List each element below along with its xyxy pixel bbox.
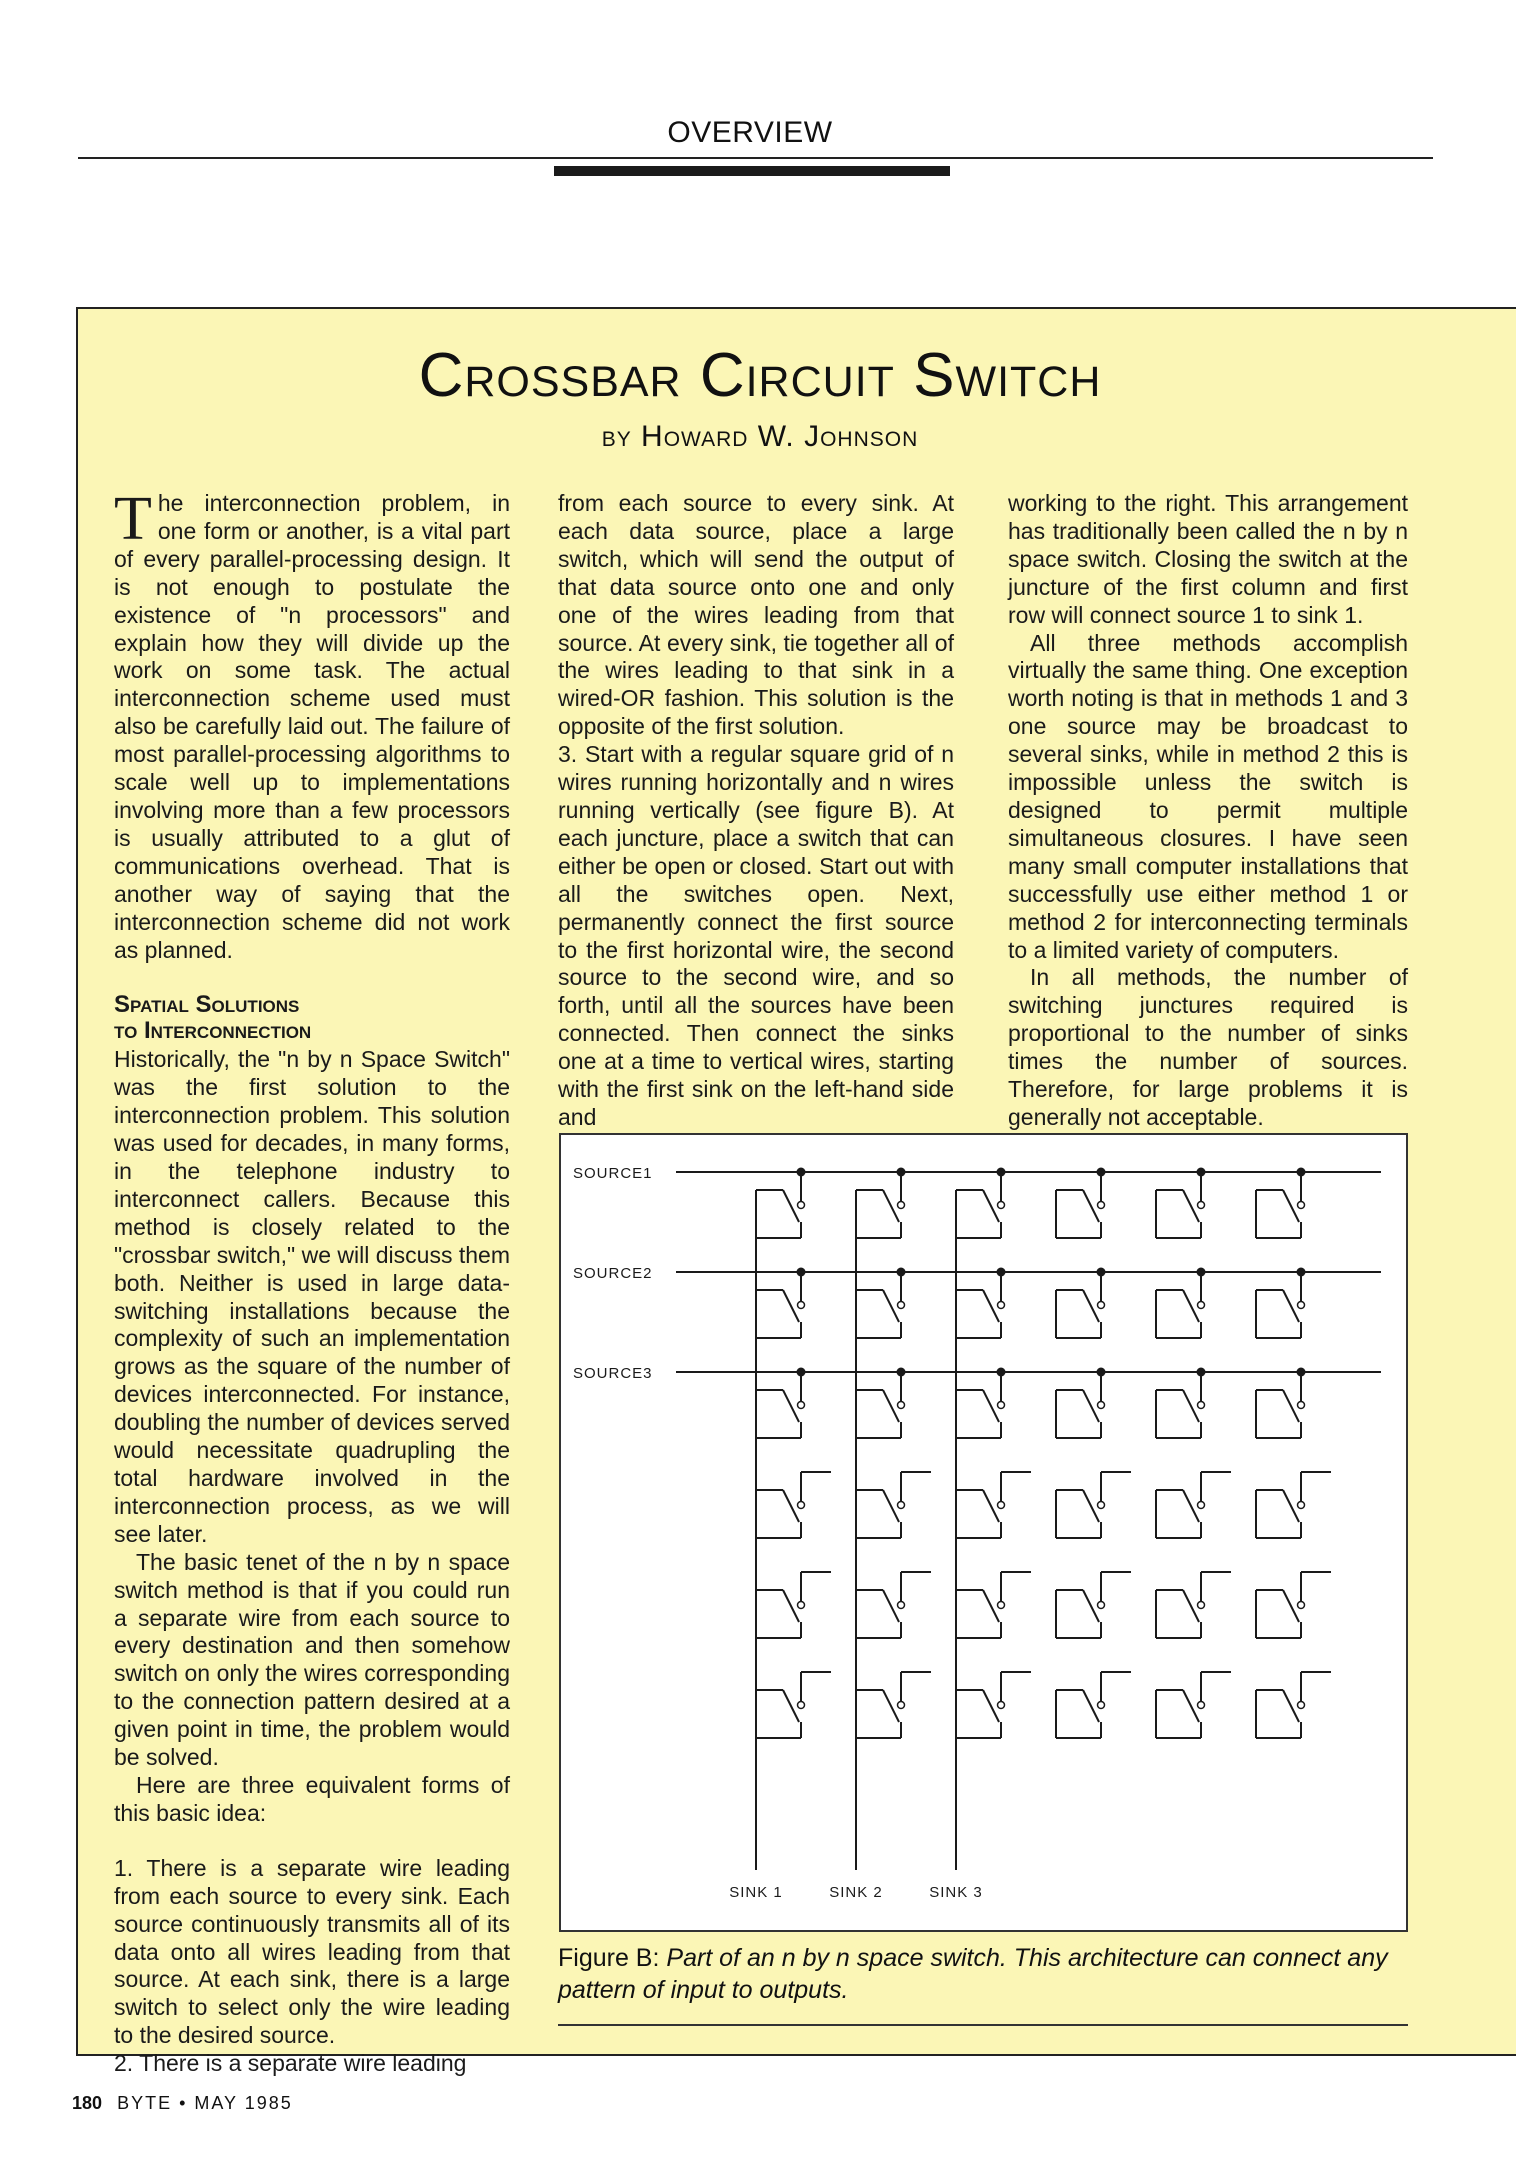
switch-contact xyxy=(1198,1302,1205,1309)
switch-blade xyxy=(1083,1490,1099,1522)
switch-contact xyxy=(798,1702,805,1709)
switch-blade xyxy=(1183,1590,1199,1622)
paragraph: All three methods accomplish virtually the same thing. One exception worth noting is that in methods 1 and 3 one source may be broadcast to several sinks, while in method 2 this is impossible unless the switch is designed to permit multiple simultaneous closures. I have seen many small computer installations that successfully use either method 1 or method 2 for interconnecting terminals to a limited variety of computers. xyxy=(1008,629,1408,963)
paragraph: Historically, the "n by n Space Switch" was the first solution to the interconnection problem. This solution was used for decades, in many forms, in the telephone industry to interconnect callers. Because this method is closely related to the "crossbar switch," we will discuss them both. Neither is used in large data-switching installations because the complexity of such an implementation grows as the square of the number of devices interconnected. For instance, doubling the number of devices served would necessitate quadrupling the total hardware involved in the interconnection process, as we will see later. xyxy=(114,1046,510,1547)
switch-contact xyxy=(898,1502,905,1509)
switch-blade xyxy=(983,1190,999,1222)
switch-blade xyxy=(983,1390,999,1422)
sink-label: SINK 2 xyxy=(829,1884,883,1901)
switch-blade xyxy=(1083,1290,1099,1322)
switch-blade xyxy=(883,1490,899,1522)
switch-contact xyxy=(1098,1202,1105,1209)
switch-contact xyxy=(1098,1702,1105,1709)
switch-blade xyxy=(883,1690,899,1722)
paragraph: Here are three equivalent forms of this basic idea: xyxy=(114,1771,510,1826)
switch-contact xyxy=(1098,1502,1105,1509)
switch-contact xyxy=(1298,1302,1305,1309)
header-bar xyxy=(554,166,950,176)
article-title: Crossbar Circuit Switch xyxy=(418,341,1102,410)
switch-blade xyxy=(1283,1290,1299,1322)
byline: by Howard W. Johnson xyxy=(601,420,919,453)
switch-blade xyxy=(1183,1690,1199,1722)
switch-contact xyxy=(1198,1202,1205,1209)
page-number: 180 xyxy=(72,2093,103,2113)
switch-blade xyxy=(1083,1190,1099,1222)
switch-contact xyxy=(1198,1402,1205,1409)
switch-blade xyxy=(1083,1390,1099,1422)
switch-contact xyxy=(1298,1702,1305,1709)
switch-contact xyxy=(898,1402,905,1409)
switch-contact xyxy=(1198,1602,1205,1609)
switch-blade xyxy=(883,1590,899,1622)
switch-blade xyxy=(783,1290,799,1322)
switch-blade xyxy=(783,1390,799,1422)
paragraph: In all methods, the number of switching junctures required is proportional to the number of sinks times the number of sources. Therefore, for large problems it is generally not acceptable. xyxy=(1008,964,1408,1130)
column-2 xyxy=(558,490,954,1132)
caption-rule xyxy=(558,2024,1408,2026)
switch-contact xyxy=(998,1402,1005,1409)
column-3 xyxy=(1008,490,1408,1132)
section-title: OVERVIEW xyxy=(667,116,833,149)
switch-contact xyxy=(998,1702,1005,1709)
switch-contact xyxy=(998,1602,1005,1609)
source-label: SOURCE2 xyxy=(573,1265,653,1282)
subhead: Spatial Solutions to Interconnection xyxy=(114,991,312,1045)
switch-blade xyxy=(783,1690,799,1722)
switch-blade xyxy=(1283,1590,1299,1622)
switch-contact xyxy=(898,1702,905,1709)
switch-contact xyxy=(798,1402,805,1409)
switch-contact xyxy=(1098,1302,1105,1309)
figure-b xyxy=(559,1133,1408,1932)
switch-contact xyxy=(1198,1502,1205,1509)
switch-contact xyxy=(1098,1402,1105,1409)
switch-blade xyxy=(1183,1490,1199,1522)
crossbar-diagram xyxy=(561,1135,1406,1930)
source-label: SOURCE1 xyxy=(573,1165,653,1182)
switch-contact xyxy=(1298,1602,1305,1609)
switch-blade xyxy=(883,1190,899,1222)
switch-blade xyxy=(1183,1390,1199,1422)
switch-contact xyxy=(998,1502,1005,1509)
switch-blade xyxy=(783,1590,799,1622)
list-item: 3. Start with a regular square grid of n wires running horizontally and n wires running vertically (see figure B). At each juncture, place a switch that can either be open or closed. Start out with all the switches open. Next, permanently connect the first source to the first horizontal wire, the second source to the second wire, and so forth, until all the sources have been connected. Then connect the sinks one at a time to vertical wires, starting with the first sink on the left-hand side and xyxy=(558,741,954,1130)
drop-cap: T xyxy=(114,485,152,553)
switch-blade xyxy=(1283,1390,1299,1422)
intro-paragraph: The interconnection problem, in one form or another, is a vital part of every parallel-processing design. It is not enough to postulate the existence of "n processors" and explain how they will divide up the work on some task. The actual interconnection scheme used must also be carefully laid out. The failure of most parallel-processing algorithms to scale well up to implementations involving more than a few processors is usually attributed to a glut of communications overhead. That is another way of saying that the interconnection scheme did not work as planned. xyxy=(114,485,510,963)
switch-contact xyxy=(798,1302,805,1309)
paragraph: working to the right. This arrangement has traditionally been called the n by n space switch. Closing the switch at the juncture of the first column and first row will connect source 1 to sink 1. xyxy=(1008,490,1408,628)
switch-blade xyxy=(783,1190,799,1222)
publication-line: BYTE • MAY 1985 xyxy=(117,2093,293,2113)
switch-blade xyxy=(1283,1690,1299,1722)
switch-contact xyxy=(1298,1202,1305,1209)
switch-blade xyxy=(783,1490,799,1522)
paragraph: from each source to every sink. At each data source, place a large switch, which will send the output of that data source onto one and only one of the wires leading from that source. At every sink, tie together all of the wires leading to that sink in a wired-OR fashion. This solution is the opposite of the first solution. xyxy=(558,490,954,740)
column-1 xyxy=(114,485,510,2078)
list-item: 2. There is a separate wire leading xyxy=(114,2050,467,2077)
switch-blade xyxy=(983,1590,999,1622)
switch-contact xyxy=(798,1502,805,1509)
switch-blade xyxy=(1083,1690,1099,1722)
switch-contact xyxy=(1198,1702,1205,1709)
sink-label: SINK 3 xyxy=(929,1884,983,1901)
switch-contact xyxy=(898,1302,905,1309)
switch-contact xyxy=(1298,1402,1305,1409)
switch-contact xyxy=(798,1202,805,1209)
switch-contact xyxy=(1298,1502,1305,1509)
switch-blade xyxy=(983,1290,999,1322)
switch-blade xyxy=(883,1290,899,1322)
header-rule xyxy=(78,157,1433,159)
switch-blade xyxy=(1283,1490,1299,1522)
caption-text: Part of an n by n space switch. This architecture can connect any pattern of input to outputs. xyxy=(558,1944,1388,2004)
sink-label: SINK 1 xyxy=(729,1884,783,1901)
switch-blade xyxy=(1183,1190,1199,1222)
figure-caption xyxy=(558,1942,1408,2006)
switch-blade xyxy=(883,1390,899,1422)
switch-contact xyxy=(1098,1602,1105,1609)
list-item: 1. There is a separate wire leading from each source to every sink. Each source continuously transmits all of its data onto all wires leading from that source. At each sink, there is a large switch to select only the wire leading to the desired source. xyxy=(114,1854,510,2049)
switch-contact xyxy=(898,1602,905,1609)
paragraph: The basic tenet of the n by n space switch method is that if you could run a separate wire from each source to every destination and then somehow switch on only the wires corresponding to the connection pattern desired at a given point in time, the problem would be solved. xyxy=(114,1548,510,1771)
switch-blade xyxy=(1183,1290,1199,1322)
switch-contact xyxy=(798,1602,805,1609)
page-footer xyxy=(72,2093,293,2114)
switch-blade xyxy=(983,1690,999,1722)
switch-contact xyxy=(998,1302,1005,1309)
source-label: SOURCE3 xyxy=(573,1365,653,1382)
switch-blade xyxy=(1283,1190,1299,1222)
caption-label: Figure B: xyxy=(558,1944,660,1972)
switch-contact xyxy=(998,1202,1005,1209)
switch-blade xyxy=(1083,1590,1099,1622)
switch-contact xyxy=(898,1202,905,1209)
switch-blade xyxy=(983,1490,999,1522)
